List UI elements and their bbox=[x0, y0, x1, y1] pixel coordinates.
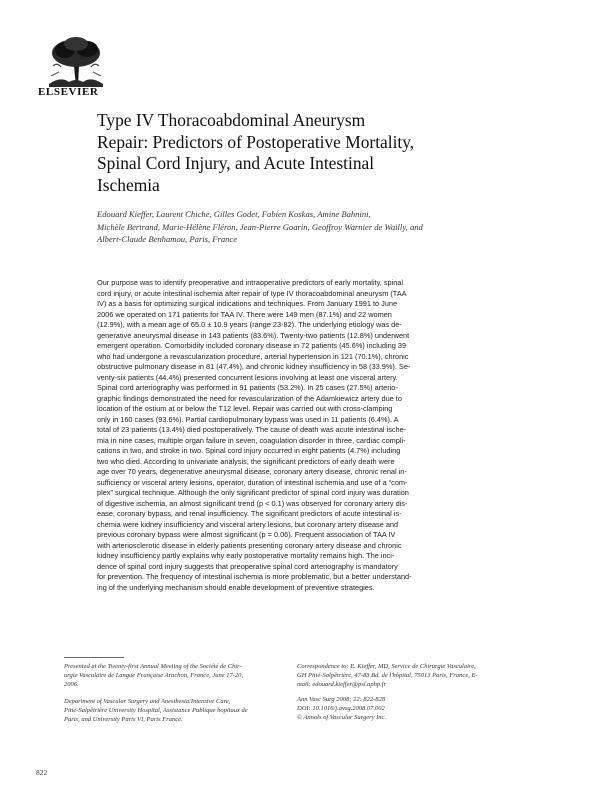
abstract-line: IV) as a basis for optimizing surgical indications and techniques. From January 1991 to June bbox=[97, 299, 398, 308]
abstract-line: only in 160 cases (93.6%). Partial cardiopulmonary bypass was used in 11 patients (6.4%). A bbox=[97, 414, 399, 424]
abstract-line: generative aneurysmal disease in 143 patients (83.6%). Twenty-two patients (12.8%) underwent bbox=[97, 330, 410, 340]
abstract-line: who had undergone a revascularization procedure, arterial hypertension in 121 (70.1%), chronic bbox=[97, 351, 409, 361]
abstract-line: with arteriosclerotic disease in elderly patients presenting coronary artery disease and chronic bbox=[97, 540, 402, 550]
page-number: 822 bbox=[36, 768, 48, 777]
author-line: Michèle Bertrand, Marie-Hélène Fléron, Jean-Pierre Goarin, Geoffroy Warnier de Wailly, and bbox=[97, 221, 423, 232]
title-line: Spinal Cord Injury, and Acute Intestinal bbox=[97, 153, 375, 173]
abstract-line: age over 70 years, degenerative aneurysmal disease, coronary artery disease, chronic renal in- bbox=[97, 467, 407, 476]
journal-citation-line: Ann Vasc Surg 2008; 22: 822-828 bbox=[297, 696, 386, 703]
abstract-line: (12.9%), with a mean age of 65.0 ± 10.9 years (range 23-82). The underlying etiology was de- bbox=[97, 320, 402, 329]
abstract-line: kidney insufficiency partly explains why early postoperative mortality remains high. The inci- bbox=[97, 551, 395, 560]
presented-note-line: 2006. bbox=[64, 681, 79, 688]
footnote-right bbox=[297, 662, 537, 722]
presented-note-line: Presented at the Twenty-first Annual Meeting of the Société de Chir- bbox=[64, 663, 242, 670]
abstract-line: mia in nine cases, multiple organ failure in seven, coagulation disorder in three, cardiac compli- bbox=[97, 435, 406, 445]
tree-icon bbox=[45, 36, 107, 88]
abstract-line: Our purpose was to identify preoperative and intraoperative predictors of early mortality, spinal bbox=[97, 278, 404, 287]
abstract-line: of digestive ischemia, an almost significant trend (p < 0.1) was observed for coronary artery dis- bbox=[97, 498, 408, 508]
abstract-body bbox=[97, 278, 477, 593]
abstract-line: venty-six patients (44.4%) presented concurrent lesions involving at least one visceral artery. bbox=[97, 372, 398, 382]
correspondence-line: mail: edouard.kieffer@psl.aphp.fr bbox=[297, 681, 387, 688]
correspondence-line: GH Pitié-Salpêtrière, 47-83 Bd. de l'hôpital, 75013 Paris, France, E- bbox=[297, 672, 478, 679]
title-line: Type IV Thoracoabdominal Aneurysm bbox=[97, 110, 366, 130]
journal-citation-line: © Annals of Vascular Surgery Inc. bbox=[297, 714, 387, 721]
title-line: Ischemia bbox=[97, 174, 160, 195]
author-list bbox=[97, 208, 517, 246]
abstract-line: obstructive pulmonary disease in 81 (47.4%), and chronic kidney insufficiency in 58 (33.9%). Se- bbox=[97, 362, 411, 371]
abstract-line: for prevention. The frequency of intestinal ischemia is more problematic, but a better understand- bbox=[97, 572, 412, 581]
abstract-line: two who died. According to univariate analysis, the significant predictors of early death were bbox=[97, 456, 395, 466]
article-title bbox=[97, 110, 497, 196]
abstract-line: total of 23 patients (13.4%) died postoperatively. The cause of death was acute intestinal ische- bbox=[97, 425, 407, 434]
abstract-line: dence of spinal cord injury suggests that preoperative spinal cord arteriography is mandatory bbox=[97, 561, 398, 571]
author-line: Albert-Claude Benhamou, Paris, France bbox=[97, 234, 238, 245]
department-note-line: Pitié-Salpêtrière University Hospital, Assistance Publique hopitaux de bbox=[64, 707, 248, 714]
abstract-line: Spinal cord arteriography was performed in 91 patients (53.2%). In 25 cases (27.5%) arterio- bbox=[97, 383, 398, 392]
abstract-line: plex” surgical technique. Although the only significant predictor of spinal cord injury was duration bbox=[97, 488, 409, 497]
footnote-left bbox=[64, 662, 284, 724]
journal-citation-line: DOI: 10.1016/j.avsg.2008.07.002 bbox=[297, 705, 385, 712]
abstract-line: cord injury, or acute intestinal ischemia after repair of type IV thoracoabdominal aneurysm (TAA bbox=[97, 288, 407, 298]
abstract-line: 2006 we operated on 171 patients for TAA IV. There were 149 men (87.1%) and 22 women bbox=[97, 309, 392, 319]
abstract-line: emergent operation. Comorbidity included coronary disease in 72 patients (45.6%) including 39 bbox=[97, 341, 407, 350]
publisher-name: ELSEVIER bbox=[38, 86, 99, 98]
abstract-line: ease, coronary bypass, and renal insufficiency. The significant predictors of acute intestinal is- bbox=[97, 509, 402, 518]
correspondence-line: Correspondence to: E. Kieffer, MD, Service de Chirurgie Vasculaire, bbox=[297, 663, 476, 670]
title-line: Repair: Predictors of Postoperative Mortality, bbox=[97, 131, 415, 152]
abstract-line: ing of the underlying mechanism should enable development of preventive strategies. bbox=[97, 582, 375, 592]
abstract-line: cations in two, and stroke in two. Spinal cord injury occurred in eight patients (4.7%) including bbox=[97, 446, 401, 455]
abstract-line: graphic findings demonstrated the need for revascularization of the Adamkiewicz artery due to bbox=[97, 393, 402, 403]
department-note-line: Paris, and University Paris VI, Paris France. bbox=[64, 716, 183, 723]
abstract-line: previous coronary bypass were almost significant (p = 0.06). Frequent association of TAA IV bbox=[97, 530, 396, 539]
presented-note-line: urgie Vasculaire de Langue Française Arachon, France, June 17-20, bbox=[64, 672, 244, 679]
abstract-line: location of the ostium at or below the T12 level. Repair was carried out with cross-clamping bbox=[97, 404, 393, 413]
abstract-line: chemia were kidney insufficiency and visceral artery lesions, but coronary artery disease and bbox=[97, 519, 399, 529]
department-note-line: Department of Vascular Surgery and Anesthesia/Intensive Care, bbox=[64, 698, 231, 705]
abstract-line: sufficiency or visceral artery lesions, operator, duration of intestinal ischemia and use of a “com- bbox=[97, 477, 408, 487]
author-line: Edouard Kieffer, Laurent Chiche, Gilles Godet, Fabien Koskas, Amine Bahnini, bbox=[97, 209, 371, 219]
footnote-divider bbox=[64, 657, 124, 658]
